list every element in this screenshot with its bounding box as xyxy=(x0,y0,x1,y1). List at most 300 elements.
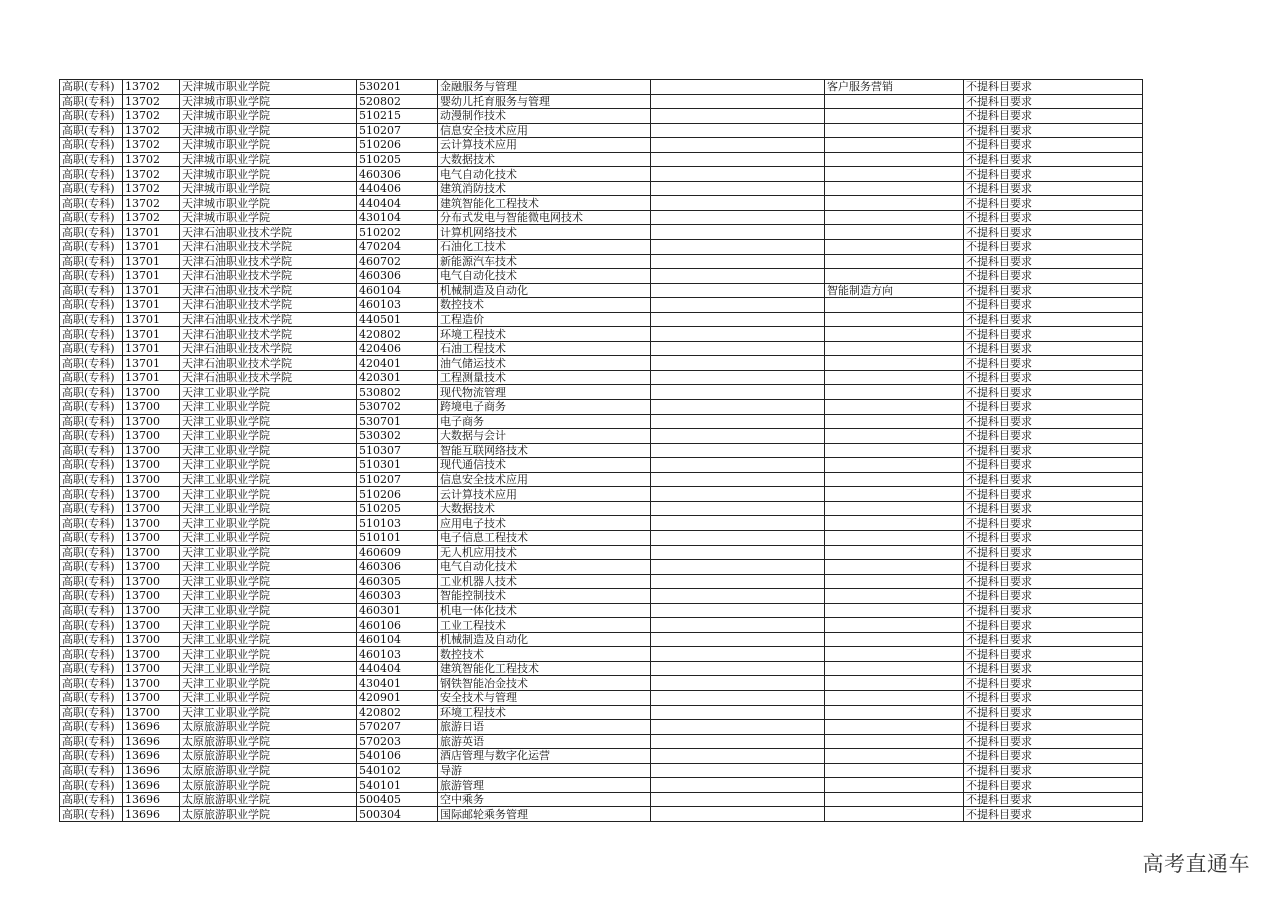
major-code-cell: 540101 xyxy=(357,778,438,793)
level-cell: 高职(专科) xyxy=(60,312,123,327)
school-code-cell: 13700 xyxy=(123,690,180,705)
blank-cell xyxy=(651,458,825,473)
blank-cell xyxy=(651,138,825,153)
major-name-cell: 电气自动化技术 xyxy=(438,167,651,182)
major-name-cell: 计算机网络技术 xyxy=(438,225,651,240)
school-code-cell: 13702 xyxy=(123,94,180,109)
school-code-cell: 13701 xyxy=(123,312,180,327)
direction-cell xyxy=(825,429,964,444)
major-name-cell: 环境工程技术 xyxy=(438,327,651,342)
subject-requirement-cell: 不提科目要求 xyxy=(964,225,1143,240)
major-code-cell: 460103 xyxy=(357,647,438,662)
table-row xyxy=(60,545,1143,560)
subject-requirement-cell: 不提科目要求 xyxy=(964,443,1143,458)
table-row xyxy=(60,443,1143,458)
subject-requirement-cell: 不提科目要求 xyxy=(964,545,1143,560)
blank-cell xyxy=(651,778,825,793)
direction-cell xyxy=(825,254,964,269)
blank-cell xyxy=(651,269,825,284)
blank-cell xyxy=(651,661,825,676)
direction-cell xyxy=(825,356,964,371)
major-code-cell: 530701 xyxy=(357,414,438,429)
subject-requirement-cell: 不提科目要求 xyxy=(964,778,1143,793)
blank-cell xyxy=(651,240,825,255)
subject-requirement-cell: 不提科目要求 xyxy=(964,312,1143,327)
school-code-cell: 13700 xyxy=(123,603,180,618)
table-row xyxy=(60,240,1143,255)
direction-cell xyxy=(825,458,964,473)
major-name-cell: 分布式发电与智能微电网技术 xyxy=(438,210,651,225)
major-name-cell: 环境工程技术 xyxy=(438,705,651,720)
direction-cell xyxy=(825,152,964,167)
direction-cell xyxy=(825,167,964,182)
table-row xyxy=(60,298,1143,313)
direction-cell xyxy=(825,196,964,211)
major-name-cell: 旅游日语 xyxy=(438,720,651,735)
level-cell: 高职(专科) xyxy=(60,720,123,735)
blank-cell xyxy=(651,298,825,313)
blank-cell xyxy=(651,560,825,575)
subject-requirement-cell: 不提科目要求 xyxy=(964,705,1143,720)
blank-cell xyxy=(651,792,825,807)
school-name-cell: 天津石油职业技术学院 xyxy=(180,370,357,385)
school-code-cell: 13702 xyxy=(123,109,180,124)
level-cell: 高职(专科) xyxy=(60,530,123,545)
subject-requirement-cell: 不提科目要求 xyxy=(964,472,1143,487)
school-code-cell: 13701 xyxy=(123,356,180,371)
table-row xyxy=(60,414,1143,429)
major-name-cell: 数控技术 xyxy=(438,647,651,662)
school-code-cell: 13700 xyxy=(123,530,180,545)
major-name-cell: 信息安全技术应用 xyxy=(438,472,651,487)
major-name-cell: 电子商务 xyxy=(438,414,651,429)
school-code-cell: 13700 xyxy=(123,589,180,604)
major-code-cell: 420406 xyxy=(357,341,438,356)
major-code-cell: 570203 xyxy=(357,734,438,749)
major-code-cell: 440404 xyxy=(357,661,438,676)
level-cell: 高职(专科) xyxy=(60,210,123,225)
direction-cell xyxy=(825,298,964,313)
table-row xyxy=(60,734,1143,749)
level-cell: 高职(专科) xyxy=(60,254,123,269)
blank-cell xyxy=(651,327,825,342)
blank-cell xyxy=(651,356,825,371)
direction-cell: 客户服务营销 xyxy=(825,80,964,95)
subject-requirement-cell: 不提科目要求 xyxy=(964,458,1143,473)
major-code-cell: 500405 xyxy=(357,792,438,807)
major-code-cell: 460103 xyxy=(357,298,438,313)
table-row xyxy=(60,690,1143,705)
level-cell: 高职(专科) xyxy=(60,574,123,589)
major-name-cell: 无人机应用技术 xyxy=(438,545,651,560)
subject-requirement-cell: 不提科目要求 xyxy=(964,516,1143,531)
major-code-cell: 440501 xyxy=(357,312,438,327)
subject-requirement-cell: 不提科目要求 xyxy=(964,80,1143,95)
blank-cell xyxy=(651,152,825,167)
major-code-cell: 510207 xyxy=(357,472,438,487)
subject-requirement-cell: 不提科目要求 xyxy=(964,196,1143,211)
major-code-cell: 460306 xyxy=(357,560,438,575)
major-name-cell: 工程造价 xyxy=(438,312,651,327)
school-name-cell: 太原旅游职业学院 xyxy=(180,720,357,735)
level-cell: 高职(专科) xyxy=(60,225,123,240)
level-cell: 高职(专科) xyxy=(60,632,123,647)
school-code-cell: 13701 xyxy=(123,327,180,342)
level-cell: 高职(专科) xyxy=(60,560,123,575)
school-name-cell: 天津城市职业学院 xyxy=(180,152,357,167)
school-name-cell: 天津工业职业学院 xyxy=(180,560,357,575)
table-row xyxy=(60,225,1143,240)
major-name-cell: 现代物流管理 xyxy=(438,385,651,400)
major-code-cell: 510205 xyxy=(357,152,438,167)
school-name-cell: 天津城市职业学院 xyxy=(180,109,357,124)
major-code-cell: 420802 xyxy=(357,705,438,720)
major-code-cell: 460104 xyxy=(357,283,438,298)
major-code-cell: 460305 xyxy=(357,574,438,589)
direction-cell xyxy=(825,472,964,487)
school-code-cell: 13702 xyxy=(123,196,180,211)
table-row xyxy=(60,618,1143,633)
school-code-cell: 13700 xyxy=(123,501,180,516)
level-cell: 高职(专科) xyxy=(60,341,123,356)
blank-cell xyxy=(651,443,825,458)
direction-cell xyxy=(825,487,964,502)
school-name-cell: 天津工业职业学院 xyxy=(180,487,357,502)
level-cell: 高职(专科) xyxy=(60,618,123,633)
blank-cell xyxy=(651,690,825,705)
major-code-cell: 420301 xyxy=(357,370,438,385)
blank-cell xyxy=(651,807,825,822)
table-row xyxy=(60,269,1143,284)
major-name-cell: 电气自动化技术 xyxy=(438,560,651,575)
major-name-cell: 大数据技术 xyxy=(438,152,651,167)
level-cell: 高职(专科) xyxy=(60,661,123,676)
major-name-cell: 智能互联网络技术 xyxy=(438,443,651,458)
blank-cell xyxy=(651,705,825,720)
blank-cell xyxy=(651,400,825,415)
school-code-cell: 13701 xyxy=(123,254,180,269)
school-code-cell: 13701 xyxy=(123,341,180,356)
blank-cell xyxy=(651,385,825,400)
subject-requirement-cell: 不提科目要求 xyxy=(964,530,1143,545)
major-name-cell: 建筑智能化工程技术 xyxy=(438,661,651,676)
table-row xyxy=(60,530,1143,545)
direction-cell xyxy=(825,778,964,793)
major-code-cell: 570207 xyxy=(357,720,438,735)
school-code-cell: 13700 xyxy=(123,661,180,676)
school-name-cell: 天津城市职业学院 xyxy=(180,138,357,153)
major-name-cell: 动漫制作技术 xyxy=(438,109,651,124)
blank-cell xyxy=(651,225,825,240)
subject-requirement-cell: 不提科目要求 xyxy=(964,109,1143,124)
table-row xyxy=(60,560,1143,575)
school-code-cell: 13700 xyxy=(123,545,180,560)
school-name-cell: 天津石油职业技术学院 xyxy=(180,225,357,240)
level-cell: 高职(专科) xyxy=(60,152,123,167)
direction-cell: 智能制造方向 xyxy=(825,283,964,298)
level-cell: 高职(专科) xyxy=(60,690,123,705)
school-code-cell: 13696 xyxy=(123,749,180,764)
table-row xyxy=(60,603,1143,618)
major-code-cell: 510207 xyxy=(357,123,438,138)
school-code-cell: 13700 xyxy=(123,676,180,691)
level-cell: 高职(专科) xyxy=(60,443,123,458)
level-cell: 高职(专科) xyxy=(60,385,123,400)
school-code-cell: 13700 xyxy=(123,618,180,633)
major-code-cell: 460702 xyxy=(357,254,438,269)
direction-cell xyxy=(825,312,964,327)
subject-requirement-cell: 不提科目要求 xyxy=(964,618,1143,633)
blank-cell xyxy=(651,734,825,749)
school-code-cell: 13702 xyxy=(123,167,180,182)
school-code-cell: 13696 xyxy=(123,734,180,749)
school-name-cell: 天津石油职业技术学院 xyxy=(180,240,357,255)
level-cell: 高职(专科) xyxy=(60,298,123,313)
direction-cell xyxy=(825,225,964,240)
level-cell: 高职(专科) xyxy=(60,705,123,720)
subject-requirement-cell: 不提科目要求 xyxy=(964,603,1143,618)
school-name-cell: 太原旅游职业学院 xyxy=(180,792,357,807)
subject-requirement-cell: 不提科目要求 xyxy=(964,123,1143,138)
table-row xyxy=(60,400,1143,415)
subject-requirement-cell: 不提科目要求 xyxy=(964,501,1143,516)
blank-cell xyxy=(651,123,825,138)
major-name-cell: 酒店管理与数字化运营 xyxy=(438,749,651,764)
level-cell: 高职(专科) xyxy=(60,676,123,691)
table-body xyxy=(60,80,1143,822)
school-name-cell: 天津工业职业学院 xyxy=(180,574,357,589)
major-name-cell: 工程测量技术 xyxy=(438,370,651,385)
school-name-cell: 天津工业职业学院 xyxy=(180,516,357,531)
blank-cell xyxy=(651,749,825,764)
school-name-cell: 太原旅游职业学院 xyxy=(180,807,357,822)
blank-cell xyxy=(651,589,825,604)
subject-requirement-cell: 不提科目要求 xyxy=(964,298,1143,313)
table-row xyxy=(60,516,1143,531)
subject-requirement-cell: 不提科目要求 xyxy=(964,792,1143,807)
table-row xyxy=(60,167,1143,182)
major-code-cell: 500304 xyxy=(357,807,438,822)
school-name-cell: 天津工业职业学院 xyxy=(180,632,357,647)
direction-cell xyxy=(825,647,964,662)
direction-cell xyxy=(825,574,964,589)
subject-requirement-cell: 不提科目要求 xyxy=(964,167,1143,182)
blank-cell xyxy=(651,414,825,429)
level-cell: 高职(专科) xyxy=(60,647,123,662)
school-code-cell: 13700 xyxy=(123,385,180,400)
major-name-cell: 数控技术 xyxy=(438,298,651,313)
level-cell: 高职(专科) xyxy=(60,472,123,487)
blank-cell xyxy=(651,603,825,618)
major-code-cell: 510215 xyxy=(357,109,438,124)
admission-table xyxy=(59,79,1143,822)
major-code-cell: 530201 xyxy=(357,80,438,95)
table-row xyxy=(60,254,1143,269)
direction-cell xyxy=(825,516,964,531)
major-name-cell: 电子信息工程技术 xyxy=(438,530,651,545)
subject-requirement-cell: 不提科目要求 xyxy=(964,734,1143,749)
blank-cell xyxy=(651,312,825,327)
school-name-cell: 天津工业职业学院 xyxy=(180,690,357,705)
major-code-cell: 430401 xyxy=(357,676,438,691)
level-cell: 高职(专科) xyxy=(60,458,123,473)
blank-cell xyxy=(651,676,825,691)
school-code-cell: 13701 xyxy=(123,240,180,255)
table-row xyxy=(60,80,1143,95)
blank-cell xyxy=(651,341,825,356)
major-name-cell: 安全技术与管理 xyxy=(438,690,651,705)
direction-cell xyxy=(825,560,964,575)
subject-requirement-cell: 不提科目要求 xyxy=(964,749,1143,764)
school-code-cell: 13701 xyxy=(123,370,180,385)
school-code-cell: 13700 xyxy=(123,487,180,502)
major-name-cell: 空中乘务 xyxy=(438,792,651,807)
subject-requirement-cell: 不提科目要求 xyxy=(964,181,1143,196)
school-name-cell: 天津石油职业技术学院 xyxy=(180,341,357,356)
major-code-cell: 440404 xyxy=(357,196,438,211)
direction-cell xyxy=(825,181,964,196)
school-code-cell: 13700 xyxy=(123,516,180,531)
school-name-cell: 天津工业职业学院 xyxy=(180,458,357,473)
table-row xyxy=(60,749,1143,764)
table-row xyxy=(60,778,1143,793)
blank-cell xyxy=(651,167,825,182)
level-cell: 高职(专科) xyxy=(60,429,123,444)
table-row xyxy=(60,385,1143,400)
level-cell: 高职(专科) xyxy=(60,167,123,182)
direction-cell xyxy=(825,661,964,676)
major-code-cell: 460609 xyxy=(357,545,438,560)
subject-requirement-cell: 不提科目要求 xyxy=(964,632,1143,647)
blank-cell xyxy=(651,94,825,109)
major-name-cell: 大数据技术 xyxy=(438,501,651,516)
subject-requirement-cell: 不提科目要求 xyxy=(964,356,1143,371)
major-code-cell: 420901 xyxy=(357,690,438,705)
school-name-cell: 天津城市职业学院 xyxy=(180,80,357,95)
direction-cell xyxy=(825,94,964,109)
level-cell: 高职(专科) xyxy=(60,603,123,618)
direction-cell xyxy=(825,632,964,647)
school-code-cell: 13700 xyxy=(123,647,180,662)
table-row xyxy=(60,341,1143,356)
school-name-cell: 天津工业职业学院 xyxy=(180,647,357,662)
watermark-text: 高考直通车 xyxy=(1142,852,1250,876)
direction-cell xyxy=(825,734,964,749)
direction-cell xyxy=(825,545,964,560)
major-code-cell: 460306 xyxy=(357,269,438,284)
blank-cell xyxy=(651,80,825,95)
subject-requirement-cell: 不提科目要求 xyxy=(964,269,1143,284)
table-row xyxy=(60,632,1143,647)
school-name-cell: 天津石油职业技术学院 xyxy=(180,356,357,371)
subject-requirement-cell: 不提科目要求 xyxy=(964,676,1143,691)
school-code-cell: 13702 xyxy=(123,152,180,167)
major-name-cell: 旅游管理 xyxy=(438,778,651,793)
direction-cell xyxy=(825,210,964,225)
direction-cell xyxy=(825,676,964,691)
blank-cell xyxy=(651,632,825,647)
major-code-cell: 460106 xyxy=(357,618,438,633)
school-name-cell: 天津石油职业技术学院 xyxy=(180,312,357,327)
major-name-cell: 婴幼儿托育服务与管理 xyxy=(438,94,651,109)
direction-cell xyxy=(825,530,964,545)
major-name-cell: 跨境电子商务 xyxy=(438,400,651,415)
direction-cell xyxy=(825,138,964,153)
subject-requirement-cell: 不提科目要求 xyxy=(964,138,1143,153)
direction-cell xyxy=(825,370,964,385)
direction-cell xyxy=(825,792,964,807)
blank-cell xyxy=(651,647,825,662)
blank-cell xyxy=(651,501,825,516)
major-name-cell: 云计算技术应用 xyxy=(438,138,651,153)
major-code-cell: 520802 xyxy=(357,94,438,109)
direction-cell xyxy=(825,618,964,633)
school-code-cell: 13700 xyxy=(123,632,180,647)
major-name-cell: 导游 xyxy=(438,763,651,778)
subject-requirement-cell: 不提科目要求 xyxy=(964,574,1143,589)
table-row xyxy=(60,429,1143,444)
level-cell: 高职(专科) xyxy=(60,327,123,342)
major-code-cell: 510301 xyxy=(357,458,438,473)
major-code-cell: 510202 xyxy=(357,225,438,240)
subject-requirement-cell: 不提科目要求 xyxy=(964,240,1143,255)
major-name-cell: 国际邮轮乘务管理 xyxy=(438,807,651,822)
major-code-cell: 510101 xyxy=(357,530,438,545)
school-code-cell: 13701 xyxy=(123,298,180,313)
direction-cell xyxy=(825,109,964,124)
school-name-cell: 天津石油职业技术学院 xyxy=(180,283,357,298)
major-code-cell: 530302 xyxy=(357,429,438,444)
blank-cell xyxy=(651,472,825,487)
school-name-cell: 天津工业职业学院 xyxy=(180,589,357,604)
direction-cell xyxy=(825,763,964,778)
blank-cell xyxy=(651,254,825,269)
school-name-cell: 天津石油职业技术学院 xyxy=(180,269,357,284)
school-name-cell: 天津工业职业学院 xyxy=(180,414,357,429)
school-code-cell: 13700 xyxy=(123,472,180,487)
school-code-cell: 13702 xyxy=(123,123,180,138)
major-name-cell: 大数据与会计 xyxy=(438,429,651,444)
direction-cell xyxy=(825,749,964,764)
level-cell: 高职(专科) xyxy=(60,94,123,109)
major-name-cell: 旅游英语 xyxy=(438,734,651,749)
school-name-cell: 天津石油职业技术学院 xyxy=(180,327,357,342)
table-row xyxy=(60,370,1143,385)
table-row xyxy=(60,763,1143,778)
school-code-cell: 13696 xyxy=(123,720,180,735)
subject-requirement-cell: 不提科目要求 xyxy=(964,661,1143,676)
school-code-cell: 13700 xyxy=(123,400,180,415)
level-cell: 高职(专科) xyxy=(60,516,123,531)
direction-cell xyxy=(825,501,964,516)
school-name-cell: 天津城市职业学院 xyxy=(180,196,357,211)
direction-cell xyxy=(825,123,964,138)
blank-cell xyxy=(651,181,825,196)
school-code-cell: 13701 xyxy=(123,225,180,240)
major-name-cell: 云计算技术应用 xyxy=(438,487,651,502)
level-cell: 高职(专科) xyxy=(60,123,123,138)
subject-requirement-cell: 不提科目要求 xyxy=(964,429,1143,444)
level-cell: 高职(专科) xyxy=(60,283,123,298)
major-code-cell: 540106 xyxy=(357,749,438,764)
table-row xyxy=(60,356,1143,371)
subject-requirement-cell: 不提科目要求 xyxy=(964,210,1143,225)
table-row xyxy=(60,720,1143,735)
subject-requirement-cell: 不提科目要求 xyxy=(964,283,1143,298)
direction-cell xyxy=(825,603,964,618)
subject-requirement-cell: 不提科目要求 xyxy=(964,385,1143,400)
school-name-cell: 太原旅游职业学院 xyxy=(180,749,357,764)
